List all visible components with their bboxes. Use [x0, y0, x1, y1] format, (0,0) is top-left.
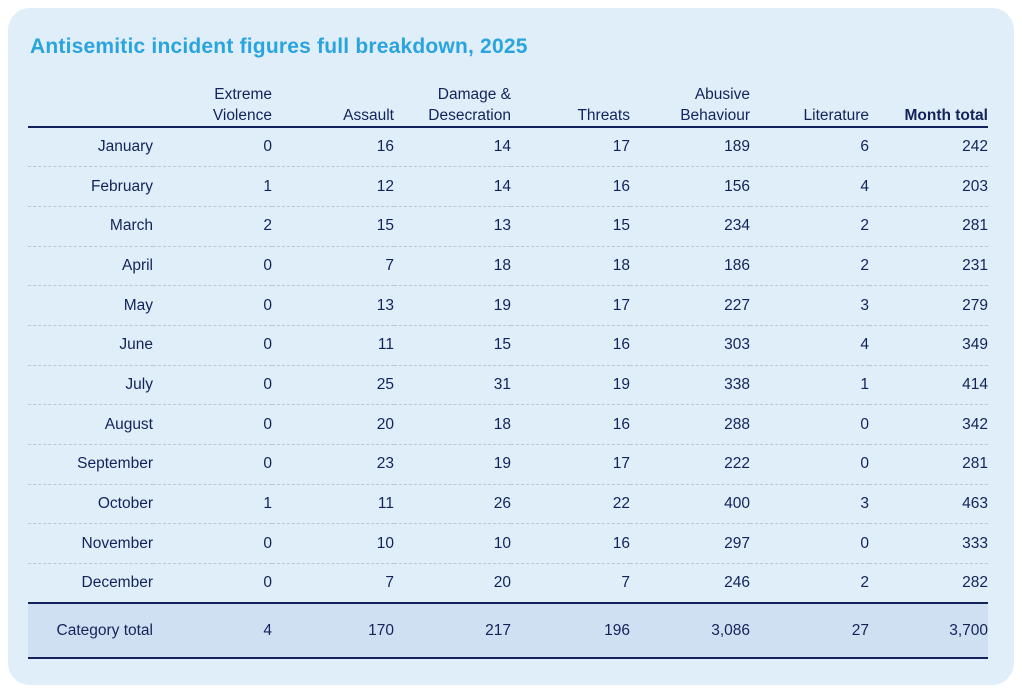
cell-threats: 7 [511, 564, 630, 604]
cell-abusive-behaviour: 227 [630, 286, 750, 326]
figure-card [8, 8, 1014, 685]
cell-threats: 16 [511, 325, 630, 365]
cell-damage-desecration: 15 [394, 325, 511, 365]
month-label: February [28, 167, 153, 207]
month-label: October [28, 484, 153, 524]
cell-abusive-behaviour: 303 [630, 325, 750, 365]
cell-damage-desecration: 18 [394, 246, 511, 286]
column-header-month [28, 84, 153, 127]
cell-literature: 6 [860, 138, 869, 156]
column-header-line2: Literature [803, 107, 869, 124]
cell-abusive-behaviour: 246 [630, 564, 750, 604]
column-header-literature [750, 84, 869, 127]
cell-month-total: 281 [869, 445, 988, 485]
cell-month-total: 231 [869, 246, 988, 286]
cell-month-total: 414 [869, 365, 988, 405]
table-row [28, 325, 988, 365]
cell-literature: 4 [750, 167, 869, 207]
month-label: April [28, 246, 153, 286]
cell-damage-desecration: 10 [394, 524, 511, 564]
cell-abusive-behaviour: 156 [630, 167, 750, 207]
cell-extreme-violence: 0 [153, 286, 272, 326]
cell-month-total: 282 [869, 564, 988, 604]
table-row [28, 484, 988, 524]
cell-abusive-behaviour: 222 [630, 445, 750, 485]
cell-extreme-violence: 0 [153, 365, 272, 405]
cell-damage-desecration: 26 [394, 484, 511, 524]
total-cell-damage-desecration: 217 [394, 603, 511, 658]
cell-assault: 23 [272, 445, 394, 485]
month-label: November [28, 524, 153, 564]
cell-extreme-violence: 1 [153, 167, 272, 207]
cell-threats: 16 [511, 167, 630, 207]
column-header-month-total [869, 84, 988, 127]
incident-table [28, 84, 988, 659]
cell-assault: 11 [272, 484, 394, 524]
table-row [28, 167, 988, 207]
cell-extreme-violence: 0 [153, 246, 272, 286]
cell-damage-desecration: 20 [394, 564, 511, 604]
table-row [28, 445, 988, 485]
total-row-label: Category total [28, 603, 153, 658]
cell-month-total: 203 [869, 167, 988, 207]
cell-assault: 15 [272, 206, 394, 246]
cell-literature: 0 [750, 405, 869, 445]
cell-extreme-violence: 1 [153, 484, 272, 524]
cell-damage-desecration: 19 [394, 286, 511, 326]
cell-month-total: 463 [869, 484, 988, 524]
column-header-assault [272, 84, 394, 127]
cell-month-total: 349 [869, 325, 988, 365]
cell-damage-desecration: 18 [394, 405, 511, 445]
table-row [28, 127, 988, 167]
month-label: July [28, 365, 153, 405]
table-row [28, 365, 988, 405]
column-header-line2: Desecration [428, 107, 511, 124]
cell-extreme-violence: 0 [153, 325, 272, 365]
column-header-threats [511, 84, 630, 127]
cell-assault: 25 [272, 365, 394, 405]
cell-assault: 13 [272, 286, 394, 326]
cell-extreme-violence: 0 [263, 138, 272, 156]
page-title: Antisemitic incident figures full breakdown, 2025 [30, 35, 528, 58]
cell-assault: 20 [272, 405, 394, 445]
cell-abusive-behaviour: 338 [630, 365, 750, 405]
cell-threats: 17 [612, 138, 630, 156]
cell-literature: 2 [750, 206, 869, 246]
cell-month-total: 333 [869, 524, 988, 564]
cell-damage-desecration: 31 [394, 365, 511, 405]
cell-damage-desecration: 14 [493, 138, 511, 156]
column-header-line1: Extreme [214, 86, 272, 103]
cell-literature: 0 [750, 445, 869, 485]
cell-abusive-behaviour: 297 [630, 524, 750, 564]
table-row [28, 564, 988, 604]
cell-assault: 16 [376, 138, 394, 156]
total-cell-month-total: 3,700 [869, 603, 988, 658]
cell-month-total: 281 [869, 206, 988, 246]
total-cell-assault: 170 [272, 603, 394, 658]
column-header-damage-desecration [394, 84, 511, 127]
column-header-line1: Abusive [694, 86, 750, 103]
month-label: January [97, 138, 153, 156]
table-row [28, 405, 988, 445]
column-header-line2: Behaviour [680, 107, 750, 124]
cell-assault: 11 [272, 325, 394, 365]
cell-month-total: 342 [869, 405, 988, 445]
cell-assault: 10 [272, 524, 394, 564]
cell-abusive-behaviour: 288 [630, 405, 750, 445]
table-row [28, 246, 988, 286]
column-header-line1: Damage & [437, 86, 511, 103]
cell-literature: 4 [750, 325, 869, 365]
column-header-line2: Threats [577, 107, 630, 124]
cell-threats: 22 [511, 484, 630, 524]
total-row [28, 603, 988, 658]
month-label: June [28, 325, 153, 365]
cell-abusive-behaviour: 234 [630, 206, 750, 246]
column-header-abusive-behaviour [630, 84, 750, 127]
total-cell-extreme-violence: 4 [153, 603, 272, 658]
cell-literature: 0 [750, 524, 869, 564]
cell-literature: 1 [750, 365, 869, 405]
cell-threats: 17 [511, 445, 630, 485]
total-cell-abusive-behaviour: 3,086 [630, 603, 750, 658]
month-label: March [28, 206, 153, 246]
cell-threats: 16 [511, 405, 630, 445]
cell-assault: 12 [272, 167, 394, 207]
cell-month-total: 242 [962, 138, 988, 156]
cell-threats: 18 [511, 246, 630, 286]
table-row [28, 286, 988, 326]
column-header-line2: Month total [904, 107, 988, 124]
cell-assault: 7 [272, 246, 394, 286]
table-header-row [28, 84, 988, 127]
cell-abusive-behaviour: 189 [724, 138, 750, 156]
cell-threats: 16 [511, 524, 630, 564]
cell-literature: 3 [750, 286, 869, 326]
cell-abusive-behaviour: 186 [630, 246, 750, 286]
cell-threats: 15 [511, 206, 630, 246]
table-row [28, 524, 988, 564]
total-cell-literature: 27 [750, 603, 869, 658]
month-label: May [28, 286, 153, 326]
total-cell-threats: 196 [511, 603, 630, 658]
cell-damage-desecration: 13 [394, 206, 511, 246]
column-header-extreme-violence [153, 84, 272, 127]
table-row [28, 206, 988, 246]
cell-extreme-violence: 0 [153, 405, 272, 445]
cell-threats: 17 [511, 286, 630, 326]
cell-assault: 7 [272, 564, 394, 604]
cell-damage-desecration: 14 [394, 167, 511, 207]
cell-literature: 2 [750, 564, 869, 604]
month-label: December [28, 564, 153, 604]
column-header-line2: Assault [343, 107, 394, 124]
column-header-line2: Violence [212, 107, 272, 124]
cell-abusive-behaviour: 400 [630, 484, 750, 524]
cell-month-total: 279 [869, 286, 988, 326]
cell-threats: 19 [511, 365, 630, 405]
cell-damage-desecration: 19 [394, 445, 511, 485]
cell-literature: 2 [750, 246, 869, 286]
cell-literature: 3 [750, 484, 869, 524]
table-body [28, 127, 988, 603]
cell-extreme-violence: 2 [153, 206, 272, 246]
cell-extreme-violence: 0 [153, 524, 272, 564]
cell-extreme-violence: 0 [153, 445, 272, 485]
month-label: August [28, 405, 153, 445]
month-label: September [28, 445, 153, 485]
cell-extreme-violence: 0 [153, 564, 272, 604]
